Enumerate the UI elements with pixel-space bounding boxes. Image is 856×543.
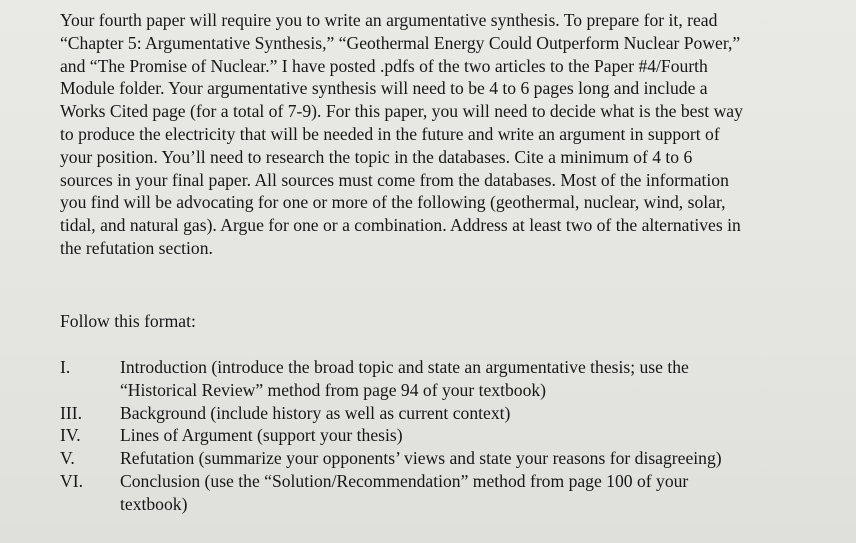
outline-numeral: III.: [60, 402, 82, 423]
outline-numeral: IV.: [60, 425, 81, 446]
paragraph-line: Works Cited page (for a total of 7-9). For this paper, you will need to decide what is the best way: [60, 101, 743, 122]
outline-line: “Historical Review” method from page 94 of your textbook): [120, 379, 547, 400]
outline-line: textbook): [120, 493, 188, 514]
outline-item: [60, 356, 820, 402]
outline-item: [60, 402, 820, 425]
outline-numeral: VI.: [60, 470, 83, 491]
paragraph-line: tidal, and natural gas). Argue for one or a combination. Address at least two of the alternatives in: [60, 215, 741, 236]
paragraph-line: to produce the electricity that will be needed in the future and write an argument in support of: [60, 123, 720, 144]
outline-text: [120, 356, 820, 402]
paragraph-line: sources in your final paper. All sources must come from the databases. Most of the information: [60, 169, 729, 190]
outline-line: Introduction (introduce the broad topic and state an argumentative thesis; use the: [120, 357, 689, 377]
paragraph-line: your position. You’ll need to research the topic in the databases. Cite a minimum of 4 to 6: [60, 146, 693, 167]
outline-text: [120, 447, 820, 470]
outline-list: [60, 356, 820, 516]
outline-line: Conclusion (use the “Solution/Recommendation” method from page 100 of your: [120, 470, 689, 491]
paragraph-line: and “The Promise of Nuclear.” I have posted .pdfs of the two articles to the Paper #4/Fourth: [60, 55, 708, 76]
outline-line: Background (include history as well as current context): [120, 402, 511, 423]
outline-text: [120, 402, 820, 425]
outline-item: [60, 424, 820, 447]
paragraph-line: “Chapter 5: Argumentative Synthesis,” “Geothermal Energy Could Outperform Nuclear Power,”: [60, 32, 741, 53]
assignment-paragraph: [60, 9, 820, 260]
outline-line: Refutation (summarize your opponents’ views and state your reasons for disagreeing): [120, 448, 722, 469]
outline-text: [120, 470, 820, 516]
outline-numeral: V.: [60, 448, 75, 469]
format-heading: Follow this format:: [60, 311, 196, 331]
outline-line: Lines of Argument (support your thesis): [120, 425, 403, 446]
outline-item: [60, 470, 820, 516]
paragraph-line: the refutation section.: [60, 237, 213, 258]
outline-text: [120, 424, 820, 447]
outline-numeral: I.: [60, 357, 71, 377]
outline-item: [60, 447, 820, 470]
paragraph-line: you find will be advocating for one or more of the following (geothermal, nuclear, wind, solar,: [60, 192, 726, 213]
paragraph-line: Your fourth paper will require you to write an argumentative synthesis. To prepare for it, read: [60, 10, 718, 30]
paragraph-line: Module folder. Your argumentative synthesis will need to be 4 to 6 pages long and include a: [60, 78, 708, 99]
